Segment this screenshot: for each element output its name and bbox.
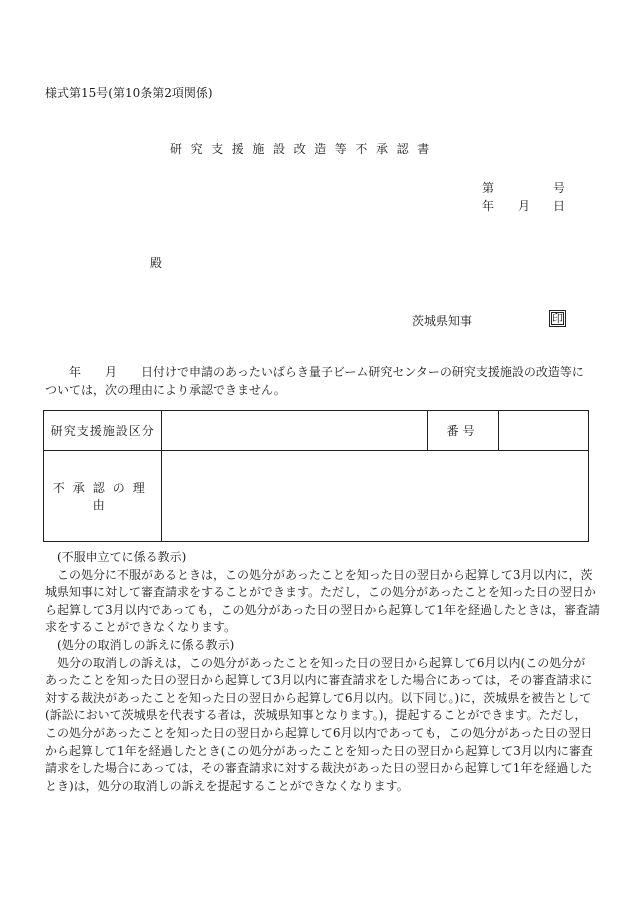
notes-line: 城県知事に対して審査請求をすることができます。ただし，この処分があったことを知った日の翌日か [45,585,596,600]
notes-line: この処分に不服があるときは，この処分があったことを知った日の翌日から起算して3月以内に，茨 [45,567,593,582]
date-month: 月 [518,199,531,213]
date-day: 日 [553,199,566,213]
intro-paragraph [45,363,590,399]
intro-line: 年 月 日付けで申請のあったいばらき量子ビーム研究センターの研究支援施設の改造等に [45,365,584,379]
form-table [43,410,589,542]
document-title: 研究支援施設改造等不承認書 [170,142,438,156]
notes-line: 処分の取消しの訴えは，この処分があったことを知った日の翌日から起算して6月以内(この処分が [45,655,586,670]
number-suffix: 号 [553,181,566,195]
date-year: 年 [482,199,495,213]
facility-label: 研究支援施設区分 [44,411,162,451]
number-prefix: 第 [482,181,495,195]
notes-line: 請求をした場合にあっては，その審査請求に対する裁決があった日の翌日から起算して1年を経過した [45,761,593,776]
notes-line: から起算して1年を経過したとき(この処分があったことを知った日の翌日から起算して3月以内に審査 [45,743,593,758]
number-field[interactable] [498,411,589,451]
reason-label: 不承認の理由 [44,451,162,542]
notes-line: ら起算して3月以内であっても，この処分があった日の翌日から起算して1年を経過したときは，審査請 [45,602,601,617]
notes-line: とき)は，処分の取消しの訴えを提起することができなくなります。 [45,778,409,793]
notes-line: (訴訟において茨城県を代表する者は，茨城県知事となります。)，提起することができます。ただし， [45,708,587,723]
reason-field[interactable] [162,451,589,542]
table-row-facility [44,411,589,451]
appeal-notes [45,549,601,795]
notes-line: あったことを知った日の翌日から起算して3月以内に審査請求をした場合にあっては，その審査請求に [45,673,593,688]
form-number: 様式第15号(第10条第2項関係) [45,86,213,100]
addressee-suffix: 殿 [150,256,163,270]
notes-line: 対する裁決があったことを知った日の翌日から起算して6月以内。以下同じ。)に，茨城県を被告として [45,690,592,705]
notes-line: 求をすることができなくなります。 [45,620,237,635]
issuer-name: 茨城県知事 [412,314,473,328]
notes-line: (処分の取消しの訴えに係る教示) [45,637,235,652]
notes-line: この処分があったことを知った日の翌日から起算して6月以内であっても，この処分があった日の翌日 [45,725,593,740]
seal-mark: 印 [549,310,566,327]
notes-line: (不服申立てに係る教示) [45,550,187,564]
facility-field[interactable] [162,411,427,451]
intro-line: ついては，次の理由により承認できません。 [45,383,286,397]
table-row-reason [44,451,589,542]
number-label: 番号 [427,411,498,451]
